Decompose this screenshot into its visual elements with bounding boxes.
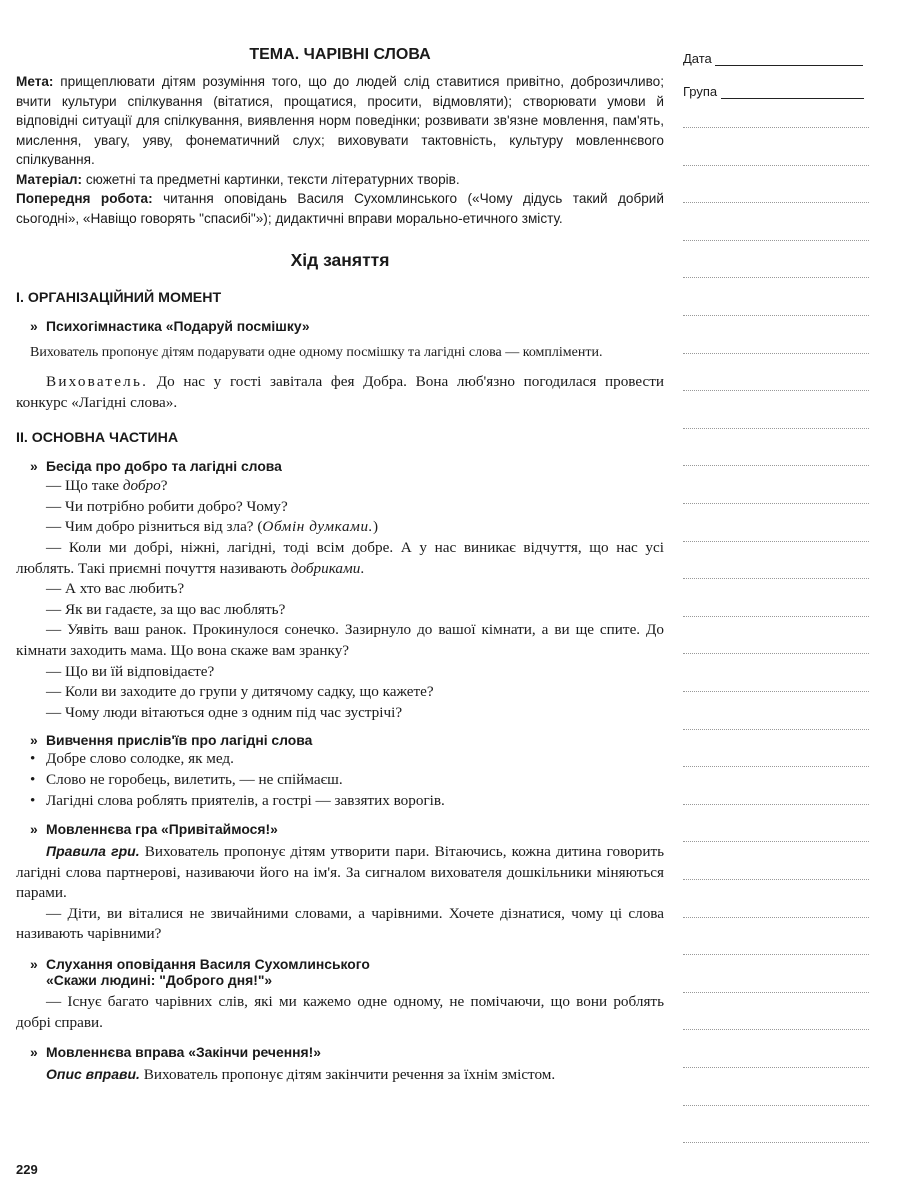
notes-margin: [683, 0, 873, 1200]
dialogue-line: — Чи потрібно робити добро? Чому?: [46, 497, 288, 515]
note-line: [683, 390, 869, 391]
dialogue-line: — Чим добро різниться від зла? (Обмін думками.): [46, 518, 379, 536]
talk-dialogue: [16, 476, 664, 723]
note-line: [683, 729, 869, 730]
note-line: [683, 578, 869, 579]
note-line: [683, 1105, 869, 1106]
prep-label: Попередня робота:: [16, 191, 153, 206]
subheading-game: » Мовленнєва гра «Привітаймося!»: [30, 821, 278, 838]
note-line: [683, 653, 869, 654]
section-heading-2: II. ОСНОВНА ЧАСТИНА: [16, 430, 179, 447]
bullet-icon: •: [30, 770, 36, 788]
group-underline[interactable]: [721, 98, 864, 99]
note-line: [683, 954, 869, 955]
rules-label: Правила гри.: [46, 843, 140, 860]
note-line: [683, 1142, 869, 1143]
note-line: [683, 465, 869, 466]
listening-speech: — Існує багато чарівних слів, які ми кажемо одне одному, не помічаючи, що вони роблять добрі справи.: [16, 993, 664, 1031]
note-line: [683, 616, 869, 617]
dialogue-line: — Що ви їй відповідаєте?: [46, 662, 215, 680]
dialogue-line: — Як ви гадаєте, за що вас люблять?: [46, 600, 286, 618]
page-number: 229: [16, 1162, 38, 1177]
note-line: [683, 879, 869, 880]
date-field[interactable]: [683, 51, 863, 66]
arrow-icon: »: [30, 732, 38, 749]
arrow-icon: »: [30, 318, 38, 334]
note-line: [683, 917, 869, 918]
title-prefix: ТЕМА.: [249, 46, 304, 63]
dialogue-line: — А хто вас любить?: [46, 580, 185, 598]
note-line: [683, 428, 869, 429]
dialogue-line: — Коли ми добрі, ніжні, лагідні, тоді всім добре. А у нас виникає відчуття, що нас усі люблять. Такі приємні почуття називають добриками.: [16, 538, 664, 577]
section-heading-1: I. ОРГАНІЗАЦІЙНИЙ МОМЕНТ: [16, 290, 222, 306]
proverb-item: • Добре слово солодке, як мед.: [16, 749, 664, 770]
note-line: [683, 841, 869, 842]
note-line: [683, 127, 869, 128]
bullet-icon: •: [30, 791, 36, 809]
note-line: [683, 165, 869, 166]
subheading-talk: » Бесіда про добро та лагідні слова: [30, 458, 282, 475]
note-line: [683, 1067, 869, 1068]
page-title: [16, 46, 664, 64]
bullet-icon: •: [30, 750, 36, 768]
prep-text: читання оповідань Василя Сухомлинського («Чому дідусь такий добрий сьогодні», «Навіщо говорять "спасибі"»); дидактичні вправи морально-етичного змісту.: [16, 191, 664, 226]
note-line: [683, 766, 869, 767]
group-label: Група: [683, 84, 718, 99]
game-speech: — Діти, ви віталися не звичайними словами, а чарівними. Хочете дізнатися, чому ці слова називають чарівними?: [16, 904, 664, 943]
course-title: Хід заняття: [290, 250, 390, 270]
desc-label: Опис вправи.: [46, 1066, 140, 1083]
prep-paragraph: [16, 189, 664, 228]
speaker-label: Вихователь.: [46, 373, 149, 390]
note-line: [683, 202, 869, 203]
arrow-icon: »: [30, 956, 38, 973]
psycho-speech: Вихователь. До нас у гості завітала фея Добра. Вона люб'язно погодилася провести конкурс «Лагідні слова».: [16, 373, 664, 411]
note-line: [683, 315, 869, 316]
subheading-listening: » Слухання оповідання Василя Сухомлинського «Скажи людині: "Доброго дня!"»: [30, 956, 370, 989]
group-field[interactable]: [683, 84, 864, 99]
goal-text: прищеплювати дітям розуміння того, що до людей слід ставитися привітно, доброзичливо; вчити культури спілкування (вітатися, прощатися, просити, відмовляти); створювати умови й відповідні ситуації для спілкування, виявлення норм поведінки; розвивати зв'язне мовлення, пам'ять, мислення, увагу, уяву, фонематичний слух; виховувати тактовність, культуру мовленнєвого спілкування.: [16, 74, 664, 167]
subheading-psycho: » Психогімнастика «Подаруй посмішку»: [30, 318, 310, 334]
note-line: [683, 992, 869, 993]
note-line: [683, 804, 869, 805]
date-label: Дата: [683, 51, 712, 66]
dialogue-line: — Чому люди вітаються одне з одним під час зустрічі?: [46, 703, 403, 721]
goal-label: Мета:: [16, 74, 54, 89]
material-paragraph: [16, 170, 664, 190]
note-line: [683, 240, 869, 241]
proverb-item: • Слово не горобець, вилетить, — не спіймаєш.: [16, 770, 664, 791]
game-rules: Правила гри. Вихователь пропонує дітям утворити пари. Вітаючись, кожна дитина говорить лагідні слова партнерові, називаючи його на ім'я. За сигналом вихователя дошкільники міняються парами.: [16, 843, 665, 902]
material-label: Матеріал:: [16, 171, 83, 187]
goal-paragraph: [16, 72, 664, 170]
dialogue-line: — Коли ви заходите до групи у дитячому садку, що кажете?: [46, 683, 434, 701]
note-line: [683, 277, 869, 278]
dialogue-line: — Уявіть ваш ранок. Прокинулося сонечко. Зазирнуло до вашої кімнати, а ви ще спите. До кімнати заходить мама. Що вона скаже вам зранку?: [16, 621, 664, 659]
note-line: [683, 503, 869, 504]
note-line: [683, 691, 869, 692]
dialogue-line: — Що таке добро?: [46, 477, 168, 495]
date-underline[interactable]: [715, 65, 863, 66]
psycho-note: Вихователь пропонує дітям подарувати одне одному посмішку та лагідні слова — компліменти.: [30, 345, 603, 360]
exercise-desc: Опис вправи. Вихователь пропонує дітям закінчити речення за їхнім змістом.: [46, 1066, 556, 1084]
note-line: [683, 541, 869, 542]
proverb-item: • Лагідні слова роблять приятелів, а гострі — завзятих ворогів.: [16, 791, 664, 812]
title-main: ЧАРІВНІ СЛОВА: [303, 46, 431, 63]
lesson-content: [16, 46, 664, 1086]
proverb-list: [16, 749, 664, 811]
arrow-icon: »: [30, 821, 38, 838]
arrow-icon: »: [30, 458, 38, 475]
note-line: [683, 353, 869, 354]
subheading-proverbs: » Вивчення прислів'їв про лагідні слова: [30, 732, 313, 749]
lesson-meta: [16, 72, 664, 228]
arrow-icon: »: [30, 1044, 38, 1061]
material-text: сюжетні та предметні картинки, тексти літературних творів.: [85, 171, 460, 187]
subheading-exercise: » Мовленнєва вправа «Закінчи речення!»: [30, 1044, 321, 1061]
note-line: [683, 1029, 869, 1030]
